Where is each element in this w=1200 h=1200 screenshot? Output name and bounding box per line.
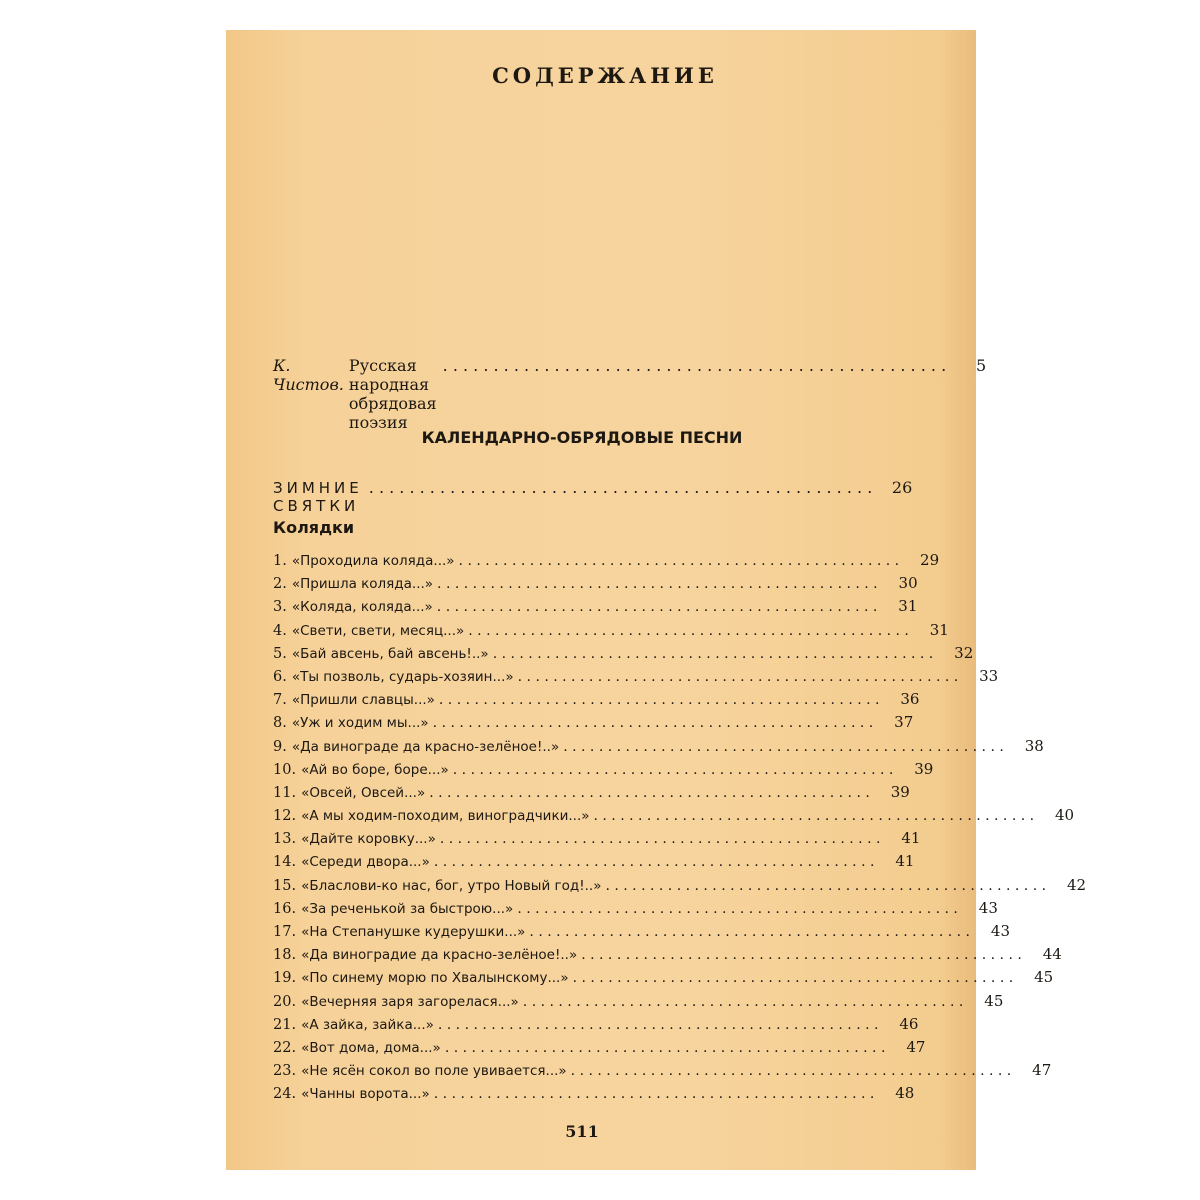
dot-leader: . . . . . . . . . . . . . . . . . . . . . . . . . . . . . . . . . . . . . . . . . . . . . . . . . . (436, 599, 878, 616)
entry-number: 5. (273, 645, 287, 662)
entry-page-number: 40 (1054, 806, 1075, 825)
dot-leader: . . . . . . . . . . . . . . . . . . . . . . . . . . . . . . . . . . . . . . . . . . . . . . . . . . (522, 993, 964, 1010)
toc-entry (273, 643, 974, 667)
entry-number: 2. (273, 576, 287, 593)
entry-number: 19. (273, 970, 297, 987)
toc-entry (273, 898, 998, 922)
entry-title: «Вот дома, дома...» (301, 1039, 441, 1056)
entry-page-number: 41 (901, 829, 921, 848)
entry-number: 20. (273, 993, 297, 1010)
page-title: СОДЕРЖАНИЕ (492, 63, 718, 88)
entry-page-number: 43 (978, 898, 998, 917)
dot-leader: . . . . . . . . . . . . . . . . . . . . . . . . . . . . . . . . . . . . . . . . . . . . . . . . . . (593, 808, 1035, 825)
entry-title: «Пришли славцы...» (291, 692, 435, 709)
dot-leader: . . . . . . . . . . . . . . . . . . . . . . . . . . . . . . . . . . . . . . . . . . . . . . . . . . (368, 478, 873, 497)
entry-number: 10. (273, 761, 297, 778)
entry-number: 12. (273, 808, 297, 825)
toc-entry (273, 1014, 919, 1038)
toc-entry (273, 991, 1004, 1015)
entry-title: «Уж и ходим мы...» (291, 715, 429, 732)
page-number: 511 (565, 1122, 599, 1141)
intro-page-number: 5 (975, 356, 987, 375)
toc-entry (273, 806, 1075, 829)
dot-leader: . . . . . . . . . . . . . . . . . . . . . . . . . . . . . . . . . . . . . . . . . . . . . . . . . . (439, 831, 881, 848)
dot-leader: . . . . . . . . . . . . . . . . . . . . . . . . . . . . . . . . . . . . . . . . . . . . . . . . . . (444, 1039, 886, 1056)
group-heading: Колядки (273, 518, 355, 537)
toc-entry (273, 551, 940, 574)
subsection-label: ЗИМНИЕ СВЯТКИ (273, 479, 363, 515)
toc-list (273, 551, 1087, 1108)
intro-entry (273, 356, 987, 432)
toc-entry (273, 690, 920, 713)
dot-leader: . . . . . . . . . . . . . . . . . . . . . . . . . . . . . . . . . . . . . . . . . . . . . . . . . . (605, 877, 1047, 894)
entry-title: «Не ясён сокол во поле увивается...» (301, 1063, 567, 1080)
entry-page-number: 36 (900, 690, 920, 709)
dot-leader: . . . . . . . . . . . . . . . . . . . . . . . . . . . . . . . . . . . . . . . . . . . . . . . . . . (517, 900, 958, 917)
toc-entry (273, 852, 915, 875)
entry-page-number: 45 (984, 991, 1004, 1010)
entry-page-number: 45 (1034, 968, 1054, 987)
entry-number: 14. (273, 854, 297, 871)
entry-page-number: 39 (914, 759, 934, 778)
toc-entry (273, 1084, 915, 1107)
entry-number: 8. (273, 715, 287, 732)
entry-title: «Пришла коляда...» (291, 576, 434, 593)
dot-leader: . . . . . . . . . . . . . . . . . . . . . . . . . . . . . . . . . . . . . . . . . . . . . . . . . . (517, 668, 959, 685)
entry-number: 15. (273, 877, 297, 894)
entry-title: «Ты позволь, сударь-хозяин...» (291, 668, 514, 685)
toc-entry (273, 1037, 926, 1061)
entry-page-number: 39 (890, 782, 910, 801)
section-heading: КАЛЕНДАРНО-ОБРЯДОВЫЕ ПЕСНИ (421, 428, 743, 447)
entry-title: «Да винограде да красно-зелёное!..» (291, 738, 560, 755)
toc-entry (273, 620, 949, 644)
entry-page-number: 47 (1032, 1061, 1052, 1080)
entry-page-number: 44 (1042, 945, 1062, 964)
entry-number: 24. (273, 1086, 297, 1103)
subsection-entry (273, 478, 913, 515)
entry-title: «Бласлови-ко нас, бог, утро Новый год!..» (301, 877, 602, 894)
toc-entry (273, 666, 999, 690)
entry-number: 17. (273, 924, 297, 940)
entry-number: 22. (273, 1039, 297, 1056)
entry-number: 9. (273, 738, 287, 755)
entry-page-number: 47 (906, 1037, 926, 1056)
toc-entry (273, 574, 918, 597)
toc-entry (273, 713, 914, 736)
entry-page-number: 48 (895, 1084, 915, 1103)
entry-title: «За реченькой за быстрою...» (301, 900, 514, 917)
dot-leader: . . . . . . . . . . . . . . . . . . . . . . . . . . . . . . . . . . . . . . . . . . . . . . . . . . (429, 784, 870, 801)
entry-page-number: 46 (899, 1014, 919, 1033)
entry-title: «Бай авсень, бай авсень!..» (291, 645, 489, 662)
entry-page-number: 42 (1066, 875, 1087, 894)
dot-leader: . . . . . . . . . . . . . . . . . . . . . . . . . . . . . . . . . . . . . . . . . . . . . . . . . . (570, 1063, 1012, 1080)
dot-leader: . . . . . . . . . . . . . . . . . . . . . . . . . . . . . . . . . . . . . . . . . . . . . . . . . . (432, 715, 874, 732)
dot-leader: . . . . . . . . . . . . . . . . . . . . . . . . . . . . . . . . . . . . . . . . . . . . . . . . . . (563, 738, 1004, 755)
entry-number: 18. (273, 947, 297, 964)
entry-number: 1. (273, 553, 287, 569)
book-page (226, 30, 1087, 1170)
toc-entry (273, 597, 918, 620)
dot-leader: . . . . . . . . . . . . . . . . . . . . . . . . . . . . . . . . . . . . . . . . . . . . . . . . . . (468, 622, 909, 639)
dot-leader: . . . . . . . . . . . . . . . . . . . . . . . . . . . . . . . . . . . . . . . . . . . . . . . . . . (438, 692, 880, 709)
dot-leader: . . . . . . . . . . . . . . . . . . . . . . . . . . . . . . . . . . . . . . . . . . . . . . . . . . (581, 947, 1022, 964)
entry-page-number: 31 (929, 620, 949, 639)
entry-title: «Дайте коровку...» (301, 831, 436, 848)
entry-title: «По синему морю по Хвалынскому...» (301, 970, 569, 987)
entry-title: «Свети, свети, месяц...» (291, 622, 465, 639)
entry-number: 4. (273, 622, 287, 639)
entry-number: 7. (273, 692, 287, 709)
toc-entry (273, 945, 1062, 968)
entry-number: 13. (273, 831, 297, 848)
dot-leader: . . . . . . . . . . . . . . . . . . . . . . . . . . . . . . . . . . . . . . . . . . . . . . . . . . (437, 1016, 879, 1033)
entry-number: 6. (273, 668, 287, 685)
toc-entry (273, 875, 1087, 899)
entry-title: «А зайка, зайка...» (301, 1016, 434, 1033)
entry-page-number: 30 (898, 574, 918, 593)
entry-number: 11. (273, 784, 297, 801)
dot-leader: . . . . . . . . . . . . . . . . . . . . . . . . . . . . . . . . . . . . . . . . . . . . . . . . . . (442, 356, 947, 375)
dot-leader: . . . . . . . . . . . . . . . . . . . . . . . . . . . . . . . . . . . . . . . . . . . . . . . . . . (458, 553, 900, 569)
entry-page-number: 41 (895, 852, 915, 871)
intro-title: Русская народная обрядовая поэзия (348, 356, 437, 432)
entry-title: «Ай во боре, боре...» (301, 761, 449, 778)
entry-page-number: 37 (894, 713, 914, 732)
dot-leader: . . . . . . . . . . . . . . . . . . . . . . . . . . . . . . . . . . . . . . . . . . . . . . . . . . (433, 854, 875, 871)
entry-title: «Проходила коляда...» (291, 553, 455, 569)
entry-title: «Середи двора...» (301, 854, 430, 871)
dot-leader: . . . . . . . . . . . . . . . . . . . . . . . . . . . . . . . . . . . . . . . . . . . . . . . . . . (529, 924, 970, 940)
entry-page-number: 31 (898, 597, 918, 616)
toc-entry (273, 736, 1044, 760)
dot-leader: . . . . . . . . . . . . . . . . . . . . . . . . . . . . . . . . . . . . . . . . . . . . . . . . . . (452, 761, 894, 778)
toc-entry (273, 968, 1054, 991)
entry-title: «Овсей, Овсей...» (301, 784, 426, 801)
entry-number: 16. (273, 900, 297, 917)
dot-leader: . . . . . . . . . . . . . . . . . . . . . . . . . . . . . . . . . . . . . . . . . . . . . . . . . . (572, 970, 1014, 987)
entry-title: «Да виноградие да красно-зелёное!..» (301, 947, 578, 964)
entry-title: «Чанны ворота...» (301, 1086, 430, 1103)
toc-entry (273, 782, 910, 806)
toc-entry (273, 922, 1010, 945)
toc-entry (273, 829, 921, 852)
entry-title: «Коляда, коляда...» (291, 599, 433, 616)
entry-number: 21. (273, 1016, 297, 1033)
entry-page-number: 33 (979, 666, 999, 685)
entry-page-number: 29 (920, 551, 940, 569)
entry-title: «Вечерняя заря загорелася...» (301, 993, 519, 1010)
toc-entry (273, 759, 934, 783)
subsection-page-number: 26 (891, 478, 913, 497)
entry-title: «А мы ходим-походим, виноградчики...» (301, 808, 590, 825)
entry-page-number: 38 (1024, 736, 1044, 755)
dot-leader: . . . . . . . . . . . . . . . . . . . . . . . . . . . . . . . . . . . . . . . . . . . . . . . . . . (433, 1086, 875, 1103)
toc-entry (273, 1061, 1052, 1084)
dot-leader: . . . . . . . . . . . . . . . . . . . . . . . . . . . . . . . . . . . . . . . . . . . . . . . . . . (437, 576, 878, 593)
entry-number: 3. (273, 599, 287, 616)
entry-title: «На Степанушке кудерушки...» (301, 924, 526, 940)
entry-page-number: 32 (954, 643, 974, 662)
dot-leader: . . . . . . . . . . . . . . . . . . . . . . . . . . . . . . . . . . . . . . . . . . . . . . . . . . (492, 645, 934, 662)
entry-number: 23. (273, 1063, 297, 1080)
entry-page-number: 43 (990, 922, 1010, 940)
intro-author: К. Чистов. (273, 356, 344, 394)
